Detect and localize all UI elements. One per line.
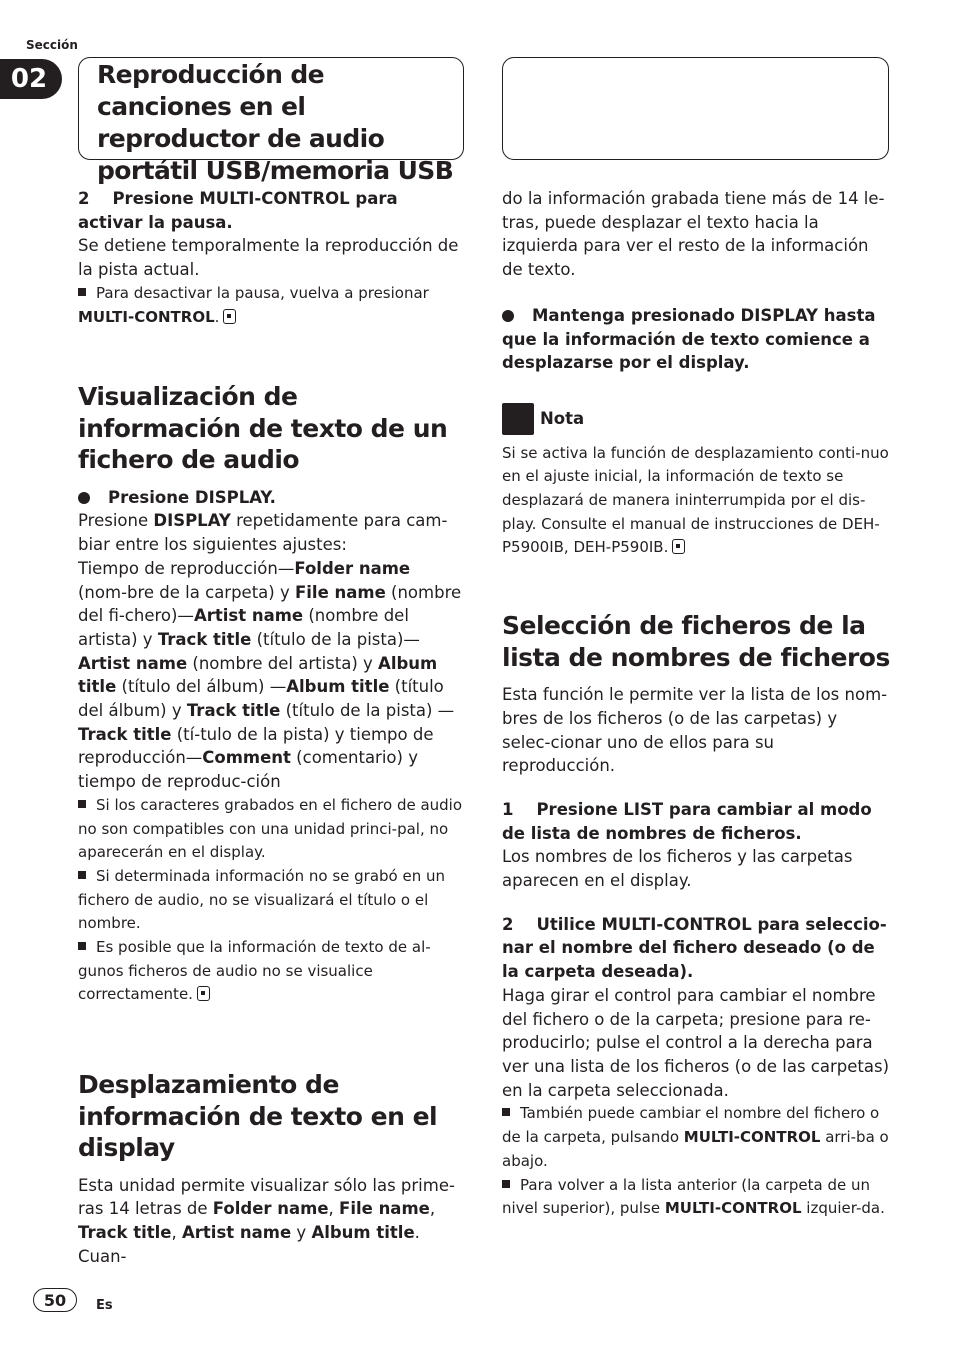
note-text: Para desactivar la pausa, vuelva a presionar <box>96 283 429 302</box>
bullet-square-icon <box>78 800 86 808</box>
heading-desplazamiento: Desplazamiento de información de texto en el display <box>78 1070 438 1163</box>
header-box-right <box>502 57 889 160</box>
note-bold: MULTI-CONTROL <box>78 307 215 326</box>
section-number-tab: 02 <box>0 59 62 99</box>
scroll-continuation: do la información grabada tiene más de 14 le-tras, puede desplazar el texto hacia la izquierda para ver el resto de la información de texto. <box>502 189 885 280</box>
nota-label: Nota <box>540 409 585 429</box>
end-mark-icon <box>672 539 685 554</box>
step-2-pause <box>78 187 464 234</box>
hold-display-step: Mantenga presionado DISPLAY hasta que la información de texto comience a desplazarse por el display. <box>502 305 876 373</box>
step-2-select: 2 Utilice MULTI-CONTROL para seleccio-nar el nombre del fichero deseado (o de la carpeta deseada). <box>502 914 887 982</box>
page-number: 50 <box>33 1288 77 1312</box>
press-display-step <box>78 486 464 510</box>
page-title: Reproducción de canciones en el reproductor de audio portátil USB/memoria USB <box>97 60 454 185</box>
display-sequence: Tiempo de reproducción—Folder name (nom-bre de la carpeta) y File name (nombre del fi-chero)—Artist name (nombre del artista) y Track title (título de la pista)—Artist name (nombre del artista) y Album title (título del álbum) —Album title (título del álbum) y Track title (título de la pista) —Track title (tí-tulo de la pista) y tiempo de reproducción—Comment (comentario) y tiempo de reproduc-ción <box>78 558 462 792</box>
note-previous-list: Para volver a la lista anterior (la carpeta de un nivel superior), pulse MULTI-CONTROL izquier-da. <box>502 1175 885 1218</box>
display-instructions: Presione DISPLAY repetidamente para cam-biar entre los siguientes ajustes: <box>78 511 448 555</box>
bullet-square-icon <box>502 1108 510 1116</box>
bullet-square-icon <box>78 871 86 879</box>
heading-visualizacion: Visualización de información de texto de un fichero de audio <box>78 382 448 475</box>
note-missing-info: Si determinada información no se grabó en un fichero de audio, no se visualizará el título o el nombre. <box>78 866 446 933</box>
nota-heading <box>502 403 890 442</box>
end-mark-icon <box>197 986 210 1001</box>
bullet-dot-icon <box>78 492 90 504</box>
right-column <box>502 187 890 1221</box>
step-number: 2 <box>78 189 90 208</box>
note-change-name: También puede cambiar el nombre del fichero o de la carpeta, pulsando MULTI-CONTROL arri-ba o abajo. <box>502 1104 889 1170</box>
end-mark-icon <box>223 309 236 324</box>
step-text: Presione DISPLAY. <box>108 487 276 507</box>
pencil-note-icon <box>502 403 534 435</box>
bullet-square-icon <box>78 942 86 950</box>
selection-intro: Esta función le permite ver la lista de los nom-bres de los ficheros (o de las carpetas) y selec-cionar uno de ellos para su reproducción. <box>502 685 888 776</box>
bullet-dot-icon <box>502 310 514 322</box>
heading-seleccion: Selección de ficheros de la lista de nombres de ficheros <box>502 611 890 672</box>
step-2-description: Haga girar el control para cambiar el nombre del fichero o de la carpeta; presione para re-producirlo; pulse el control a la derecha para ver una lista de los ficheros (o de las carpetas) en la carpeta seleccionada. <box>502 985 890 1100</box>
bullet-square-icon <box>78 288 86 296</box>
section-label: Sección <box>26 38 78 52</box>
left-column <box>78 187 464 1269</box>
pause-note: Para desactivar la pausa, vuelva a presionar MULTI-CONTROL. <box>78 283 429 326</box>
language-code: Es <box>96 1298 113 1313</box>
bullet-square-icon <box>502 1180 510 1188</box>
note-compatibility: Si los caracteres grabados en el fichero de audio no son compatibles con una unidad princi-pal, no aparecerán en el display. <box>78 795 463 862</box>
step-text: Presione MULTI-CONTROL para activar la pausa. <box>78 189 398 232</box>
step-1-description: Los nombres de los ficheros y las carpetas aparecen en el display. <box>502 847 853 891</box>
scroll-description: Esta unidad permite visualizar sólo las prime-ras 14 letras de Folder name, File name, Track title, Artist name y Album title. Cuan- <box>78 1175 455 1266</box>
pause-description: Se detiene temporalmente la reproducción de la pista actual. <box>78 236 459 280</box>
nota-text: Si se activa la función de desplazamiento conti-nuo en el ajuste inicial, la información de texto se desplazará de manera ininterrumpida por el dis-play. Consulte el manual de instrucciones de DEH-P5900IB, DEH-P590IB. <box>502 443 889 557</box>
step-1-list: 1 Presione LIST para cambiar al modo de lista de nombres de ficheros. <box>502 799 872 843</box>
note-incorrect-display: Es posible que la información de texto de al-gunos ficheros de audio no se visualice correctamente. <box>78 938 431 1004</box>
